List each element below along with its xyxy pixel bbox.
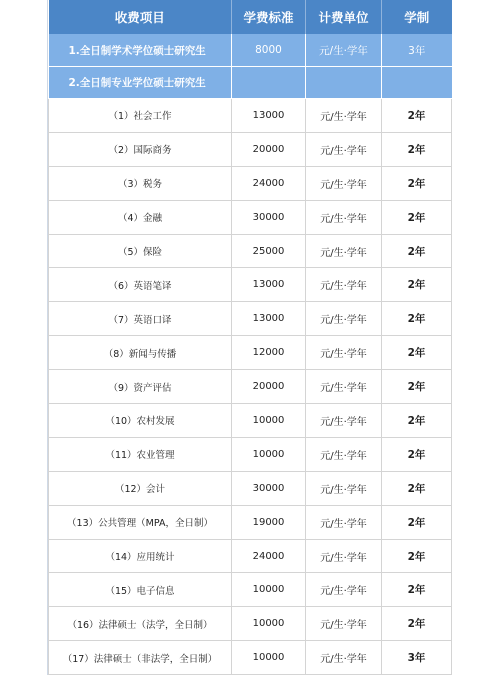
program-duration: 2年 [382,234,452,268]
fee-value: 20000 [232,132,306,166]
program-duration: 2年 [382,573,452,607]
program-name: （14）应用统计 [49,539,232,573]
program-duration: 2年 [382,302,452,336]
program-name: （13）公共管理（MPA，全日制） [49,505,232,539]
section-name: 1.全日制学术学位硕士研究生 [49,34,232,67]
header-item: 收费项目 [49,0,232,34]
program-duration: 2年 [382,404,452,438]
fee-unit: 元/生·学年 [306,437,382,471]
table-row [49,539,452,573]
program-name: （16）法律硕士（法学，全日制） [49,607,232,641]
fee-unit: 元/生·学年 [306,336,382,370]
fee-unit: 元/生·学年 [306,166,382,200]
program-name: （4）金融 [49,200,232,234]
table-row [49,132,452,166]
fee-value: 24000 [232,539,306,573]
program-name: （10）农村发展 [49,404,232,438]
header-unit: 计费单位 [306,0,382,34]
section-fee [232,67,306,99]
program-duration: 2年 [382,437,452,471]
table-row [49,437,452,471]
section-unit [306,67,382,99]
section-unit: 元/生·学年 [306,34,382,67]
fee-unit: 元/生·学年 [306,607,382,641]
fee-unit: 元/生·学年 [306,370,382,404]
program-duration: 2年 [382,539,452,573]
table-row [49,99,452,133]
program-duration: 2年 [382,268,452,302]
table-row [49,302,452,336]
program-duration: 2年 [382,99,452,133]
program-name: （8）新闻与传播 [49,336,232,370]
fee-value: 13000 [232,302,306,336]
table-row [49,200,452,234]
program-duration: 2年 [382,336,452,370]
section-duration [382,67,452,99]
fee-unit: 元/生·学年 [306,234,382,268]
fee-unit: 元/生·学年 [306,641,382,675]
section-name: 2.全日制专业学位硕士研究生 [49,67,232,99]
table-row [49,505,452,539]
tuition-fee-table-container [47,0,452,675]
table-row [49,336,452,370]
fee-unit: 元/生·学年 [306,573,382,607]
program-duration: 2年 [382,166,452,200]
fee-value: 30000 [232,200,306,234]
program-name: （12）会计 [49,471,232,505]
fee-value: 10000 [232,607,306,641]
fee-unit: 元/生·学年 [306,302,382,336]
program-name: （2）国际商务 [49,132,232,166]
fee-value: 25000 [232,234,306,268]
fee-unit: 元/生·学年 [306,404,382,438]
section-row-academic [49,34,452,67]
program-duration: 2年 [382,505,452,539]
program-name: （17）法律硕士（非法学，全日制） [49,641,232,675]
program-name: （3）税务 [49,166,232,200]
fee-unit: 元/生·学年 [306,539,382,573]
fee-value: 10000 [232,573,306,607]
fee-unit: 元/生·学年 [306,505,382,539]
program-duration: 3年 [382,641,452,675]
header-duration: 学制 [382,0,452,34]
fee-unit: 元/生·学年 [306,471,382,505]
table-header [49,0,452,34]
section-duration: 3年 [382,34,452,67]
table-row [49,234,452,268]
program-name: （15）电子信息 [49,573,232,607]
program-duration: 2年 [382,607,452,641]
fee-value: 20000 [232,370,306,404]
program-name: （1）社会工作 [49,99,232,133]
fee-value: 10000 [232,404,306,438]
program-name: （5）保险 [49,234,232,268]
fee-value: 13000 [232,268,306,302]
table-row [49,607,452,641]
fee-unit: 元/生·学年 [306,200,382,234]
program-duration: 2年 [382,132,452,166]
program-name: （11）农业管理 [49,437,232,471]
table-body [49,34,452,675]
table-row [49,573,452,607]
fee-unit: 元/生·学年 [306,132,382,166]
table-row [49,166,452,200]
table-row [49,268,452,302]
header-row [49,0,452,34]
fee-value: 12000 [232,336,306,370]
table-row [49,471,452,505]
section-row-professional [49,67,452,99]
section-fee: 8000 [232,34,306,67]
fee-value: 19000 [232,505,306,539]
program-duration: 2年 [382,200,452,234]
fee-value: 13000 [232,99,306,133]
fee-value: 24000 [232,166,306,200]
program-name: （9）资产评估 [49,370,232,404]
program-name: （6）英语笔译 [49,268,232,302]
program-duration: 2年 [382,370,452,404]
program-duration: 2年 [382,471,452,505]
tuition-fee-table [48,0,452,675]
table-row [49,404,452,438]
fee-unit: 元/生·学年 [306,268,382,302]
fee-value: 10000 [232,437,306,471]
header-fee: 学费标准 [232,0,306,34]
fee-unit: 元/生·学年 [306,99,382,133]
fee-value: 30000 [232,471,306,505]
program-name: （7）英语口译 [49,302,232,336]
table-row [49,370,452,404]
table-row [49,641,452,675]
fee-value: 10000 [232,641,306,675]
